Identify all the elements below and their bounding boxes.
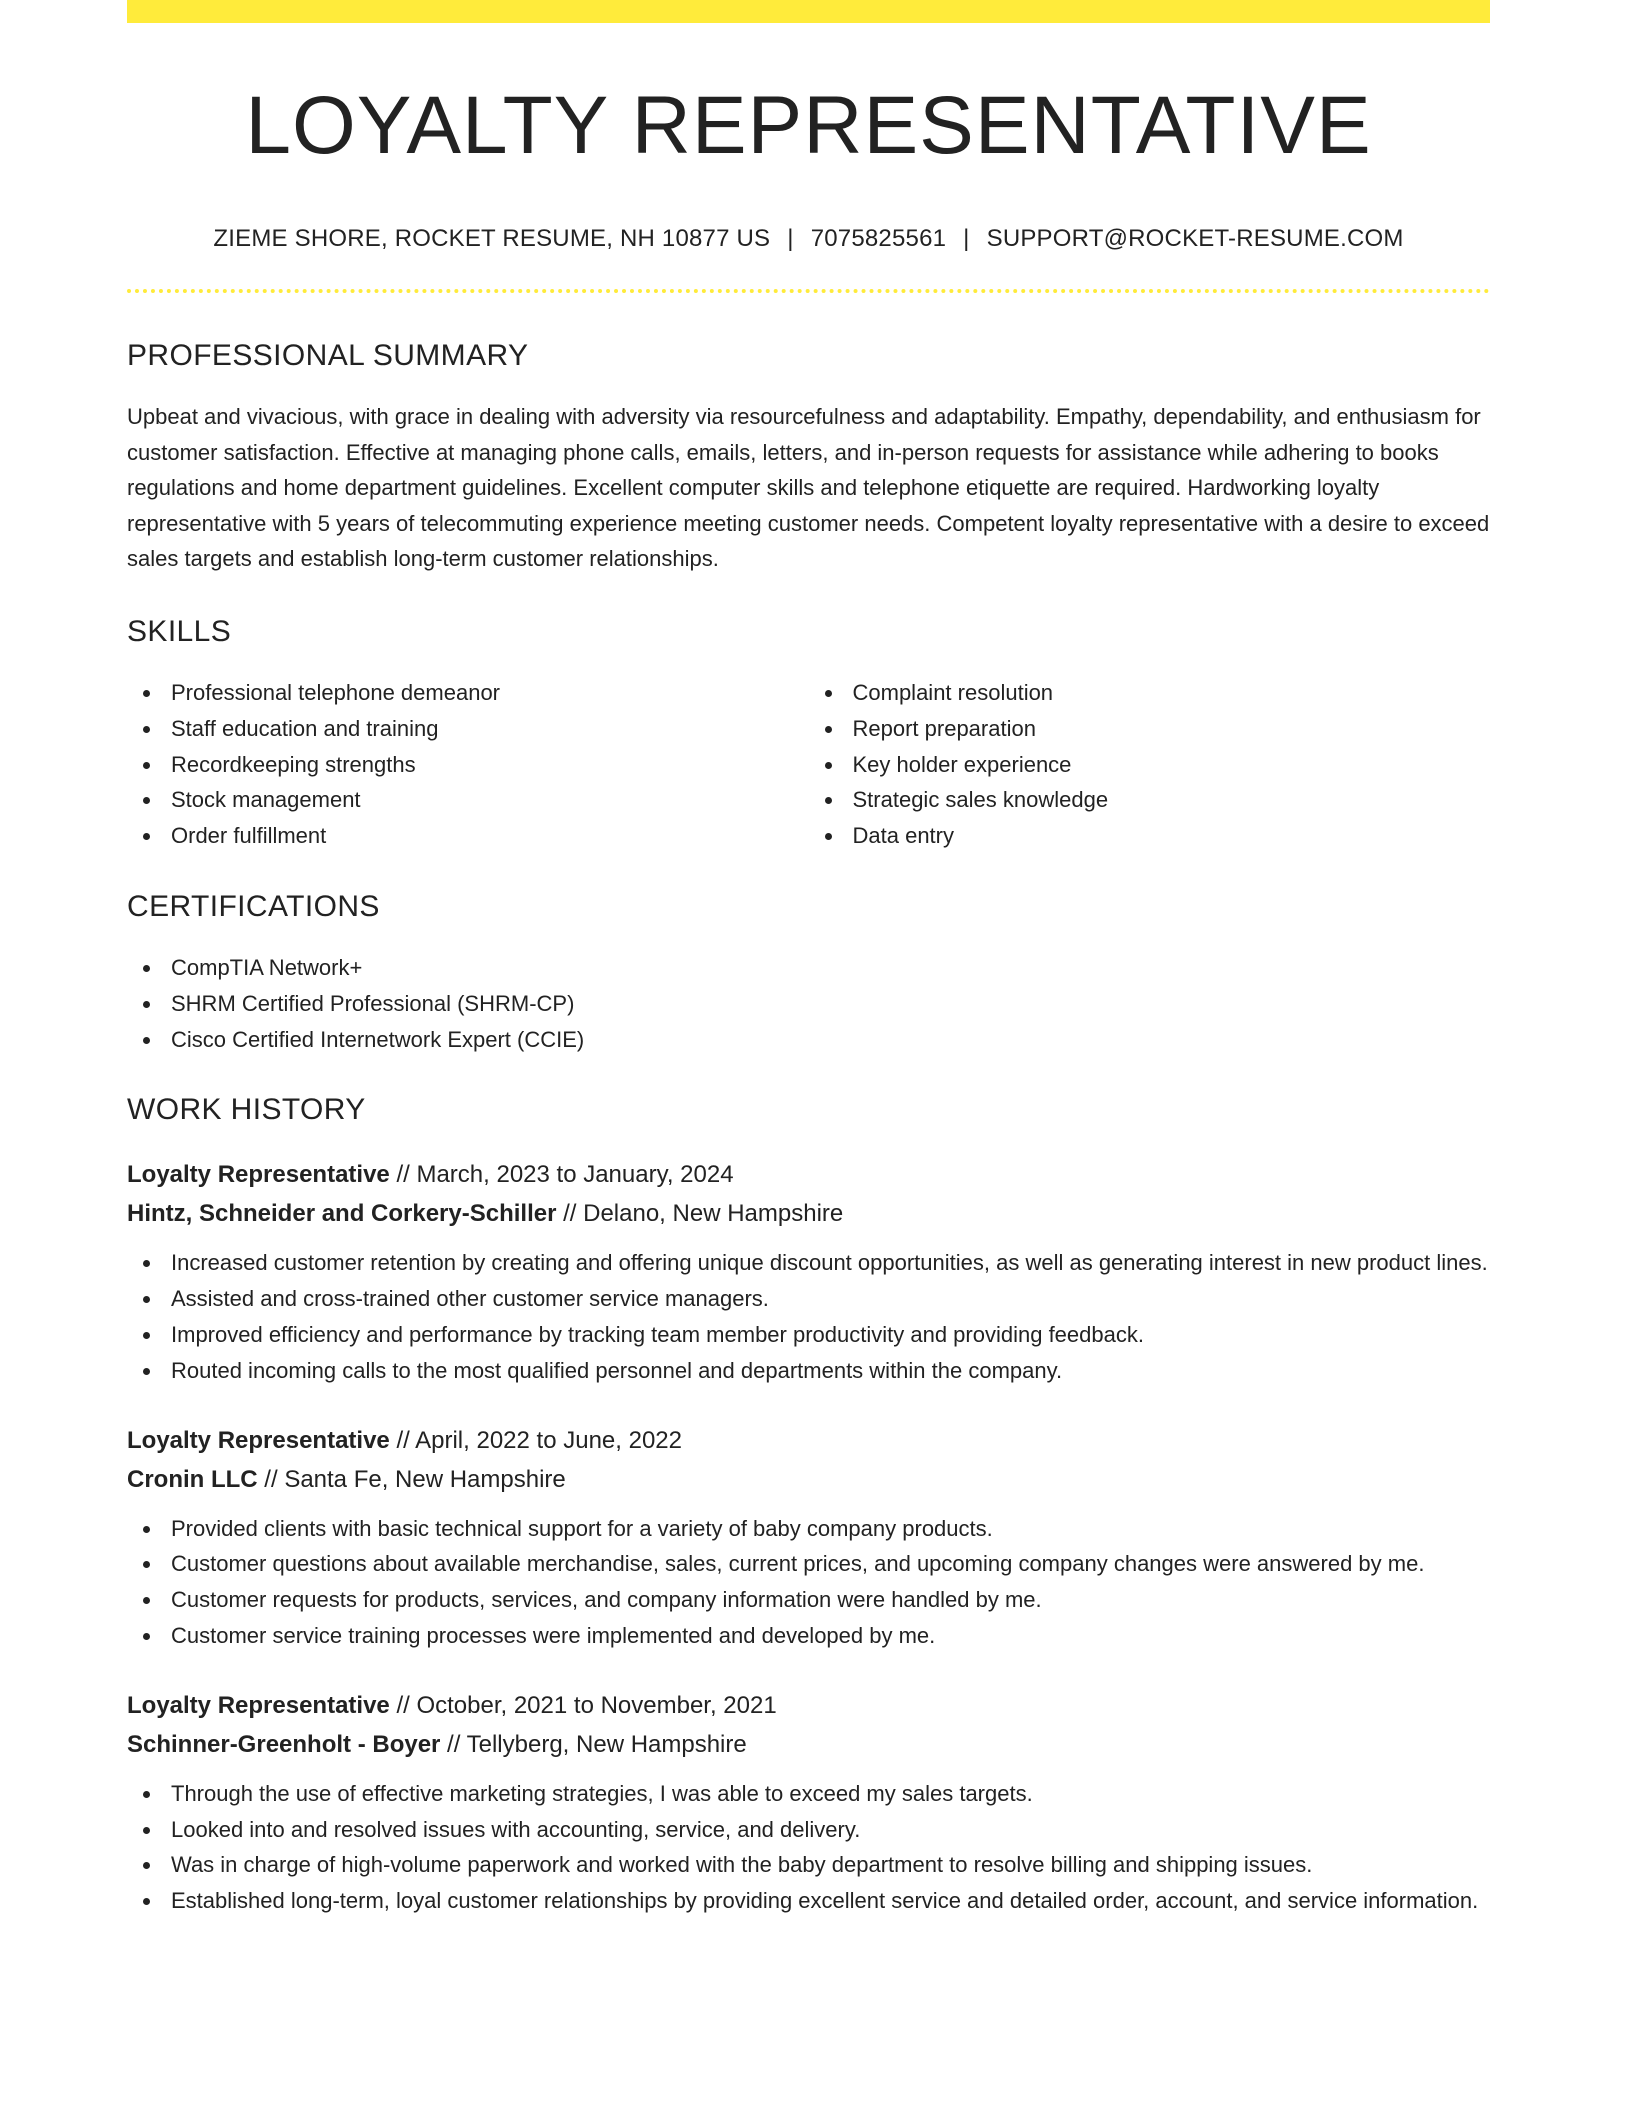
- contact-line: [127, 227, 1490, 251]
- job-company: Schinner-Greenholt - Boyer: [127, 1730, 441, 1758]
- skill-item: Stock management: [127, 782, 809, 818]
- job-duty: Customer service training processes were implemented and developed by me.: [127, 1618, 1490, 1654]
- job-duty: Customer questions about available merchandise, sales, current prices, and upcoming company changes were answered by me.: [127, 1546, 1490, 1582]
- job-dates: // October, 2021 to November, 2021: [389, 1691, 777, 1719]
- top-accent-bar: [127, 0, 1490, 23]
- certifications-heading: CERTIFICATIONS: [127, 889, 380, 923]
- job-duty: Routed incoming calls to the most qualified personnel and departments within the company.: [127, 1353, 1490, 1389]
- job-location: // Delano, New Hampshire: [556, 1200, 844, 1228]
- contact-separator: |: [787, 225, 794, 252]
- certification-item: CompTIA Network+: [127, 950, 1490, 986]
- resume-page: [127, 0, 1490, 1919]
- job-company-line: [127, 1194, 1490, 1233]
- job-duty: Assisted and cross-trained other customer service managers.: [127, 1281, 1490, 1317]
- certification-item: Cisco Certified Internetwork Expert (CCIE): [127, 1022, 1490, 1058]
- address: ZIEME SHORE, ROCKET RESUME, NH 10877 US: [213, 225, 771, 252]
- job-duties-list: [127, 1511, 1490, 1654]
- job-role: Loyalty Representative: [127, 1691, 390, 1719]
- job-duty: Looked into and resolved issues with accounting, service, and delivery.: [127, 1812, 1490, 1848]
- job-duty: Improved efficiency and performance by tracking team member productivity and providing feedback.: [127, 1317, 1490, 1353]
- job-duty: Customer requests for products, services, and company information were handled by me.: [127, 1582, 1490, 1618]
- skills-heading: SKILLS: [127, 614, 232, 648]
- skill-item: Order fulfillment: [127, 818, 809, 854]
- phone: 7075825561: [810, 225, 947, 252]
- skill-item: Key holder experience: [809, 747, 1491, 783]
- skill-item: Recordkeeping strengths: [127, 747, 809, 783]
- resume-title: LOYALTY REPRESENTATIVE: [245, 80, 1372, 171]
- job-dates: // April, 2022 to June, 2022: [389, 1426, 682, 1454]
- job-duty: Increased customer retention by creating and offering unique discount opportunities, as well as generating interest in new product lines.: [127, 1245, 1490, 1281]
- job-role: Loyalty Representative: [127, 1161, 390, 1189]
- skills-list-right: [809, 675, 1491, 854]
- job-entry: [127, 1686, 1490, 1919]
- skill-item: Report preparation: [809, 711, 1491, 747]
- job-duties-list: [127, 1776, 1490, 1919]
- job-entry: [127, 1421, 1490, 1654]
- job-entry: [127, 1155, 1490, 1388]
- job-duties-list: [127, 1245, 1490, 1388]
- summary-text: Upbeat and vivacious, with grace in dealing with adversity via resourcefulness and adaptability. Empathy, dependability, and enthusiasm for customer satisfaction. Effective at managing phone calls, emails, letters, and in-person requests for assistance while adhering to books regulations and home department guidelines. Excellent computer skills and telephone etiquette are required. Hardworking loyalty representative with 5 years of telecommuting experience meeting customer needs. Competent loyalty representative with a desire to exceed sales targets and establish long-term customer relationships.: [127, 404, 1490, 572]
- header-divider: [127, 289, 1490, 293]
- job-company-line: [127, 1460, 1490, 1499]
- job-role: Loyalty Representative: [127, 1426, 390, 1454]
- skills-list-left: [127, 675, 809, 854]
- job-location: // Santa Fe, New Hampshire: [257, 1465, 566, 1493]
- skill-item: Professional telephone demeanor: [127, 675, 809, 711]
- job-dates: // March, 2023 to January, 2024: [389, 1161, 734, 1189]
- job-duty: Provided clients with basic technical support for a variety of baby company products.: [127, 1511, 1490, 1547]
- summary-heading: PROFESSIONAL SUMMARY: [127, 339, 529, 372]
- skill-item: Complaint resolution: [809, 675, 1491, 711]
- job-duty: Was in charge of high-volume paperwork and worked with the baby department to resolve billing and shipping issues.: [127, 1847, 1490, 1883]
- job-location: // Tellyberg, New Hampshire: [440, 1730, 747, 1758]
- job-duty: Established long-term, loyal customer relationships by providing excellent service and detailed order, account, and service information.: [127, 1883, 1490, 1919]
- contact-separator: |: [963, 225, 970, 252]
- skill-item: Strategic sales knowledge: [809, 782, 1491, 818]
- skills-columns: [127, 675, 1490, 854]
- work-history-heading: WORK HISTORY: [127, 1093, 366, 1127]
- skill-item: Data entry: [809, 818, 1491, 854]
- job-company: Hintz, Schneider and Corkery-Schiller: [127, 1200, 557, 1228]
- job-duty: Through the use of effective marketing strategies, I was able to exceed my sales targets.: [127, 1776, 1490, 1812]
- certification-item: SHRM Certified Professional (SHRM-CP): [127, 986, 1490, 1022]
- job-role-line: [127, 1686, 1490, 1725]
- email: SUPPORT@ROCKET-RESUME.COM: [986, 225, 1404, 252]
- skill-item: Staff education and training: [127, 711, 809, 747]
- certifications-list: [127, 950, 1490, 1057]
- job-company: Cronin LLC: [127, 1465, 258, 1493]
- job-company-line: [127, 1725, 1490, 1764]
- job-role-line: [127, 1155, 1490, 1194]
- job-role-line: [127, 1421, 1490, 1460]
